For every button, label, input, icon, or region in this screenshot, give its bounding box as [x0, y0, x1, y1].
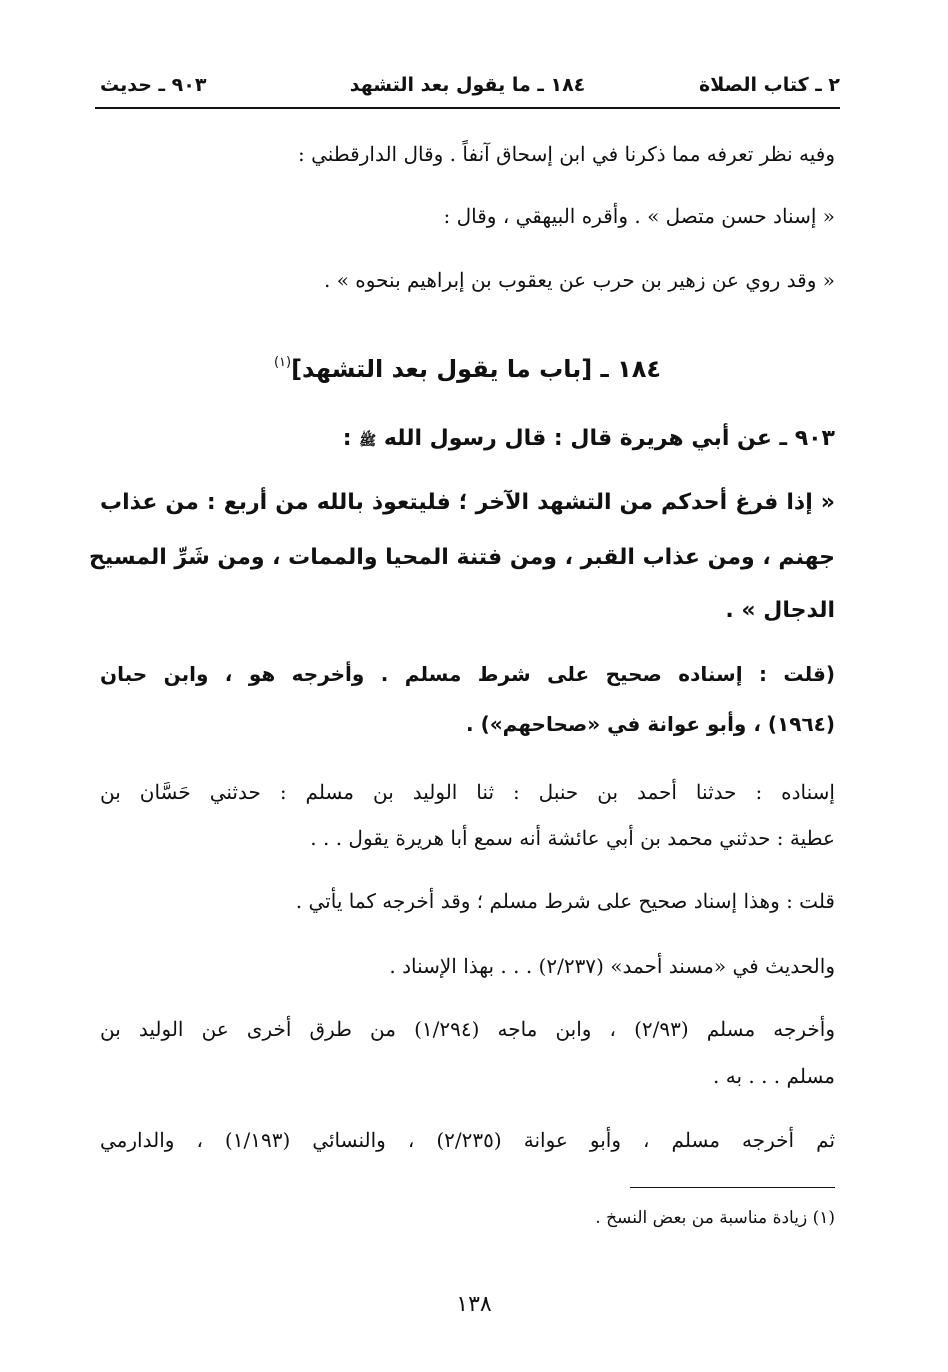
grading-line-1: (قلت : إسناده صحيح على شرط مسلم . وأخرجه هو ، وابن حبان — [100, 662, 835, 686]
paragraph-zuhair: « وقد روي عن زهير بن حرب عن يعقوب بن إبراهيم بنحوه » . — [324, 268, 835, 292]
footnote-rule — [630, 1187, 835, 1188]
hadith-text-line-2: جهنم ، ومن عذاب القبر ، ومن فتنة المحيا والممات ، ومن شَرِّ المسيح — [88, 545, 835, 570]
chapter-footnote-mark: (١) — [273, 355, 292, 370]
isnad-line-2: عطية : حدثني محمد بن أبي عائشة أنه سمع أبا هريرة يقول . . . — [310, 826, 835, 850]
hadith-intro — [100, 426, 835, 452]
header-book-title: ٢ ـ كتاب الصلاة — [699, 74, 840, 96]
commentary-musnad-ahmad: والحديث في «مسند أحمد» (٢/٢٣٧) . . . بهذا الإسناد . — [389, 954, 835, 978]
paragraph-daraqutni: وفيه نظر تعرفه مما ذكرنا في ابن إسحاق آنفاً . وقال الدارقطني : — [297, 142, 835, 166]
chapter-heading — [100, 355, 835, 383]
chapter-heading-text: ١٨٤ ـ [باب ما يقول بعد التشهد] — [291, 355, 662, 383]
commentary-muslim-ibn-majah-line-1: وأخرجه مسلم (٢/٩٣) ، وابن ماجه (١/٢٩٤) من طرق أخرى عن الوليد بن — [100, 1017, 836, 1041]
hadith-intro-colon: : — [342, 426, 352, 451]
commentary-grading: قلت : وهذا إسناد صحيح على شرط مسلم ؛ وقد أخرجه كما يأتي . — [295, 889, 835, 913]
header-rule — [95, 107, 840, 109]
footnote: (١) زيادة مناسبة من بعض النسخ . — [595, 1208, 835, 1228]
grading-line-2: (١٩٦٤) ، وأبو عوانة في «صحاحهم») . — [466, 712, 835, 736]
header-hadith-number: ٩٠٣ ـ حديث — [100, 74, 207, 96]
isnad-line-1: إسناده : حدثنا أحمد بن حنبل : ثنا الوليد بن مسلم : حدثني حَسَّان بن — [100, 780, 835, 804]
commentary-muslim-ibn-majah-line-2: مسلم . . . به . — [713, 1064, 835, 1088]
hadith-intro-text: ٩٠٣ ـ عن أبي هريرة قال : قال رسول الله — [383, 426, 835, 451]
header-chapter-title: ١٨٤ ـ ما يقول بعد التشهد — [349, 74, 586, 96]
salutation-glyph: ﷺ — [359, 433, 377, 449]
page-number: ١٣٨ — [456, 1292, 492, 1317]
commentary-nasai-darimi: ثم أخرجه مسلم ، وأبو عوانة (٢/٢٣٥) ، والنسائي (١/١٩٣) ، والدارمي — [100, 1128, 836, 1152]
hadith-text-line-1: « إذا فرغ أحدكم من التشهد الآخر ؛ فليتعوذ بالله من أربع : من عذاب — [100, 490, 835, 515]
paragraph-bayhaqi: « إسناد حسن متصل » . وأقره البيهقي ، وقال : — [443, 204, 835, 228]
hadith-text-line-3: الدجال » . — [725, 598, 835, 623]
running-header — [95, 70, 840, 110]
